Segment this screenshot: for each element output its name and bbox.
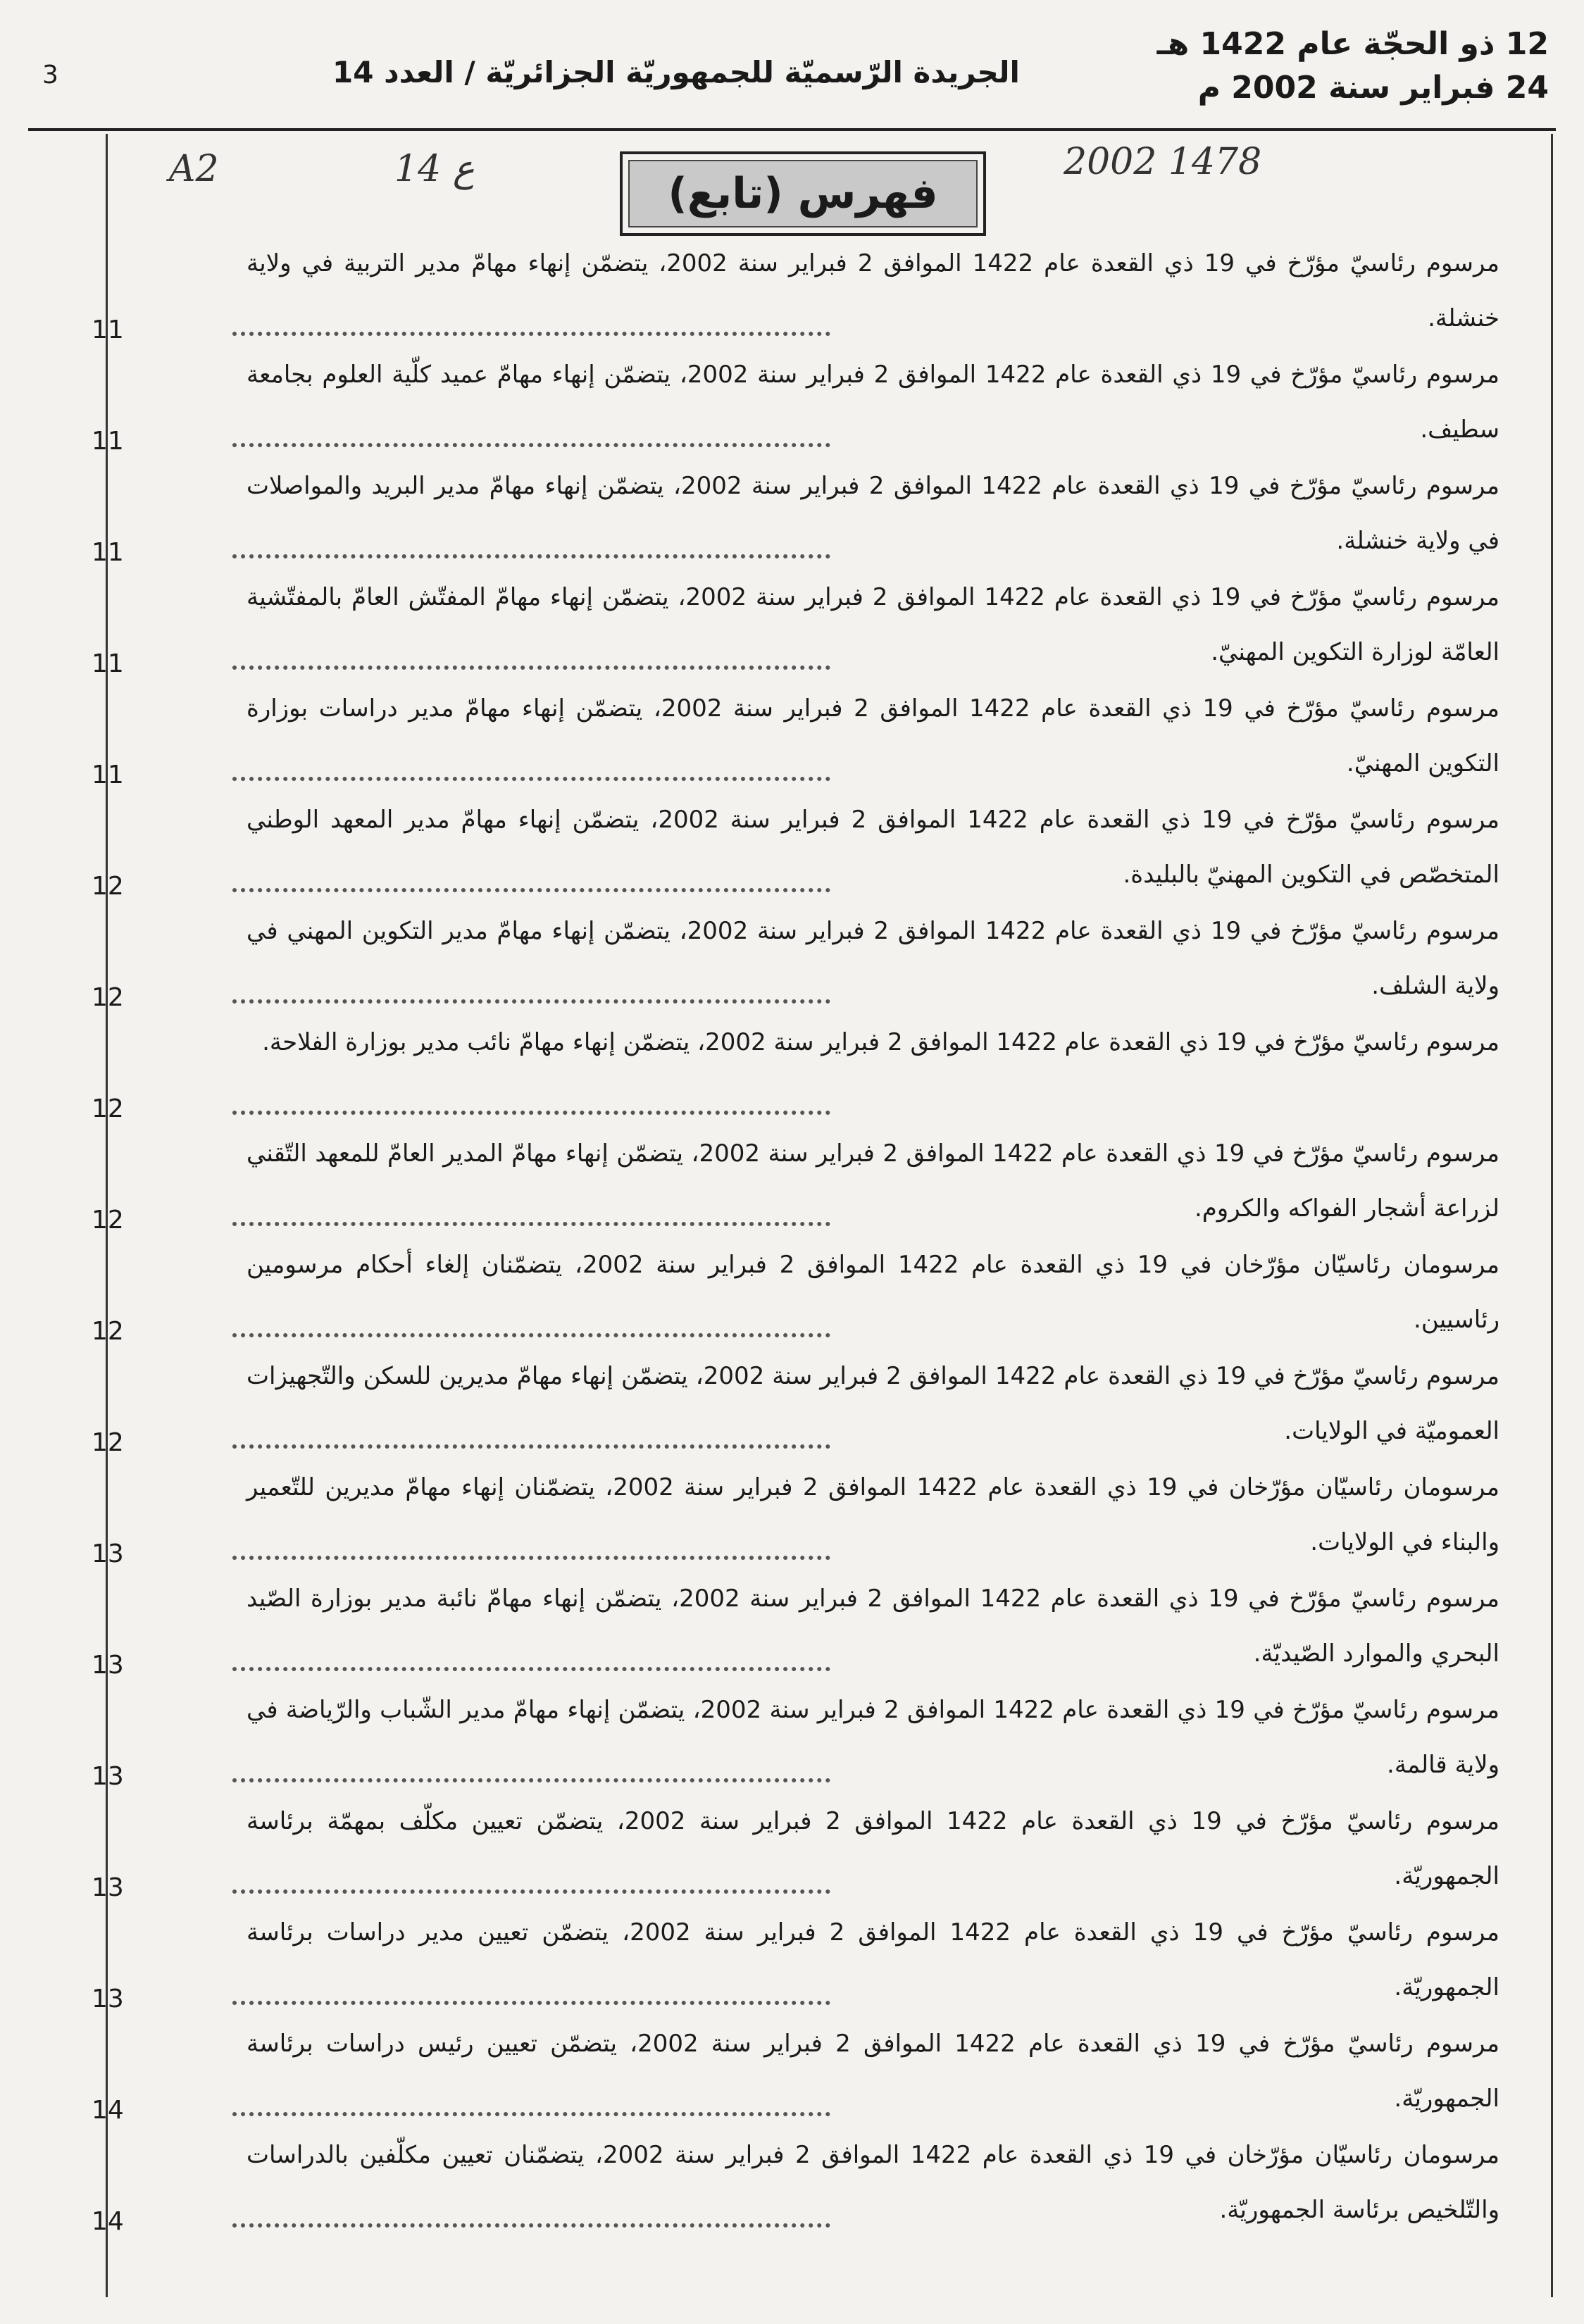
leader-dots [232, 2112, 830, 2116]
leader-dots [232, 999, 830, 1004]
leader-dots [232, 666, 830, 670]
hijri-date: 12 ذو الحجّة عام 1422 هـ [1156, 26, 1549, 62]
leader-dots [232, 888, 830, 892]
section-title-box [620, 151, 986, 236]
header-divider [28, 128, 1556, 131]
toc-entry[interactable] [92, 2128, 1500, 2239]
leader-dots [232, 332, 830, 336]
entry-page-number: 11 [92, 538, 124, 567]
entry-text: مرسوم رئاسيّ مؤرّخ في 19 ذي القعدة عام 1422 الموافق 2 فبراير سنة 2002، يتضمّن تعيين مكلّف بمهمّة برئاسة الجمهوريّة. [247, 1807, 1500, 1890]
leader-dots [232, 1111, 830, 1115]
entry-text: مرسوم رئاسيّ مؤرّخ في 19 ذي القعدة عام 1422 الموافق 2 فبراير سنة 2002، يتضمّن إنهاء مهامّ المدير العامّ للمعهد التّقني لزراعة أشجار الفواكه والكروم. [247, 1139, 1500, 1223]
entry-text: مرسوم رئاسيّ مؤرّخ في 19 ذي القعدة عام 1422 الموافق 2 فبراير سنة 2002، يتضمّن تعيين رئيس دراسات برئاسة الجمهوريّة. [247, 2030, 1500, 2113]
entry-text: مرسومان رئاسيّان مؤرّخان في 19 ذي القعدة عام 1422 الموافق 2 فبراير سنة 2002، يتضمّنان إلغاء أحكام مرسومين رئاسيين. [247, 1251, 1500, 1334]
toc-entry[interactable] [92, 1794, 1500, 1905]
toc-entry[interactable] [92, 1460, 1500, 1571]
toc-entry[interactable] [92, 792, 1500, 904]
handwritten-note-middle: 14 ع [394, 148, 475, 190]
toc-entry[interactable] [92, 570, 1500, 681]
leader-dots [232, 1556, 830, 1560]
toc-entry[interactable] [92, 347, 1500, 458]
leader-dots [232, 777, 830, 781]
entry-page-number: 12 [92, 1206, 124, 1235]
entry-page-number: 13 [92, 1539, 124, 1568]
leader-dots [232, 1889, 830, 1894]
entry-page-number: 11 [92, 649, 124, 678]
toc-entry[interactable] [92, 1015, 1499, 1126]
entry-text: مرسوم رئاسيّ مؤرّخ في 19 ذي القعدة عام 1422 الموافق 2 فبراير سنة 2002، يتضمّن إنهاء مهامّ عميد كلّية العلوم بجامعة سطيف. [247, 361, 1500, 444]
header-dates [1157, 23, 1549, 110]
toc-entry[interactable] [92, 1349, 1500, 1460]
handwritten-note-right: 2002 1478 [1064, 141, 1262, 183]
leader-dots [232, 1333, 830, 1337]
entry-text: مرسوم رئاسيّ مؤرّخ في 19 ذي القعدة عام 1422 الموافق 2 فبراير سنة 2002، يتضمّن إنهاء مهامّ مدير البريد والمواصلات في ولاية خنشلة. [247, 472, 1500, 555]
toc-entry[interactable] [92, 1905, 1500, 2016]
entry-text: مرسوم رئاسيّ مؤرّخ في 19 ذي القعدة عام 1422 الموافق 2 فبراير سنة 2002، يتضمّن إنهاء مهامّ مدير التربية في ولاية خنشلة. [247, 249, 1499, 332]
leader-dots [232, 2223, 830, 2228]
toc-entry[interactable] [92, 1237, 1500, 1349]
entry-text: مرسوم رئاسيّ مؤرّخ في 19 ذي القعدة عام 1422 الموافق 2 فبراير سنة 2002، يتضمّن إنهاء مهامّ مديرين للسكن والتّجهيزات العموميّة في الولايات. [247, 1362, 1500, 1445]
entry-page-number: 11 [92, 316, 124, 344]
entry-text: مرسوم رئاسيّ مؤرّخ في 19 ذي القعدة عام 1422 الموافق 2 فبراير سنة 2002، يتضمّن إنهاء مهامّ نائبة مدير بوزارة الصّيد البحري والموارد الصّيديّة. [247, 1585, 1500, 1668]
entry-text: مرسومان رئاسيّان مؤرّخان في 19 ذي القعدة عام 1422 الموافق 2 فبراير سنة 2002، يتضمّنان تعيين مكلّفين بالدراسات والتّلخيص برئاسة الجمهوريّة. [247, 2141, 1500, 2224]
toc-entries [92, 236, 1500, 2239]
entry-page-number: 12 [92, 1094, 124, 1123]
entry-text: مرسوم رئاسيّ مؤرّخ في 19 ذي القعدة عام 1422 الموافق 2 فبراير سنة 2002، يتضمّن إنهاء مهامّ مدير دراسات بوزارة التكوين المهنيّ. [247, 694, 1500, 777]
gregorian-date: 24 فبراير سنة 2002 م [1197, 70, 1549, 106]
toc-entry[interactable] [92, 2016, 1500, 2128]
toc-entry[interactable] [92, 1571, 1500, 1682]
toc-entry[interactable] [92, 458, 1500, 570]
entry-text: مرسوم رئاسيّ مؤرّخ في 19 ذي القعدة عام 1422 الموافق 2 فبراير سنة 2002، يتضمّن إنهاء مهامّ مدير التكوين المهني في ولاية الشلف. [247, 917, 1500, 1000]
entry-page-number: 11 [92, 427, 124, 456]
leader-dots [232, 1222, 830, 1226]
handwritten-note-left: A2 [169, 148, 219, 190]
toc-entry[interactable] [92, 1682, 1500, 1794]
entry-text: مرسوم رئاسيّ مؤرّخ في 19 ذي القعدة عام 1422 الموافق 2 فبراير سنة 2002، يتضمّن إنهاء مهامّ مدير المعهد الوطني المتخصّص في التكوين المهنيّ بالبليدة. [247, 806, 1500, 889]
entry-page-number: 13 [92, 1873, 124, 1902]
page-header [21, 13, 1563, 118]
leader-dots [232, 1667, 830, 1671]
gazette-title: الجريدة الرّسميّة للجمهوريّة الجزائريّة / العدد 14 [332, 55, 1020, 89]
entry-text: مرسوم رئاسيّ مؤرّخ في 19 ذي القعدة عام 1422 الموافق 2 فبراير سنة 2002، يتضمّن إنهاء مهامّ المفتّش العامّ بالمفتّشية العامّة لوزارة التكوين المهنيّ. [247, 583, 1500, 666]
entry-page-number: 13 [92, 1651, 124, 1680]
leader-dots [232, 554, 830, 558]
entry-page-number: 12 [92, 872, 124, 901]
toc-entry[interactable] [92, 681, 1500, 792]
entry-page-number: 12 [92, 1428, 124, 1457]
toc-entry[interactable] [92, 1126, 1500, 1237]
toc-entry[interactable] [92, 904, 1500, 1015]
entry-page-number: 14 [92, 2096, 124, 2125]
entry-page-number: 11 [92, 761, 124, 789]
entry-page-number: 14 [92, 2207, 124, 2236]
entry-text: مرسوم رئاسيّ مؤرّخ في 19 ذي القعدة عام 1422 الموافق 2 فبراير سنة 2002، يتضمّن تعيين مدير دراسات برئاسة الجمهوريّة. [247, 1918, 1500, 2001]
page-number: 3 [42, 61, 58, 89]
entry-page-number: 13 [92, 1985, 124, 2013]
entry-page-number: 12 [92, 983, 124, 1012]
entry-page-number: 13 [92, 1762, 124, 1791]
entry-text: مرسوم رئاسيّ مؤرّخ في 19 ذي القعدة عام 1422 الموافق 2 فبراير سنة 2002، يتضمّن إنهاء مهامّ مدير الشّباب والرّياضة في ولاية قالمة. [247, 1696, 1500, 1779]
entry-text: مرسومان رئاسيّان مؤرّخان في 19 ذي القعدة عام 1422 الموافق 2 فبراير سنة 2002، يتضمّنان إنهاء مهامّ مديرين للتّعمير والبناء في الولايات. [247, 1473, 1500, 1556]
entry-text: مرسوم رئاسيّ مؤرّخ في 19 ذي القعدة عام 1422 الموافق 2 فبراير سنة 2002، يتضمّن إنهاء مهامّ نائب مدير بوزارة الفلاحة. [262, 1028, 1499, 1056]
entry-page-number: 12 [92, 1317, 124, 1346]
leader-dots [232, 2001, 830, 2005]
section-title: فهرس (تابع) [628, 160, 978, 227]
leader-dots [232, 443, 830, 447]
toc-entry[interactable] [92, 236, 1499, 347]
leader-dots [232, 1444, 830, 1449]
leader-dots [232, 1778, 830, 1782]
